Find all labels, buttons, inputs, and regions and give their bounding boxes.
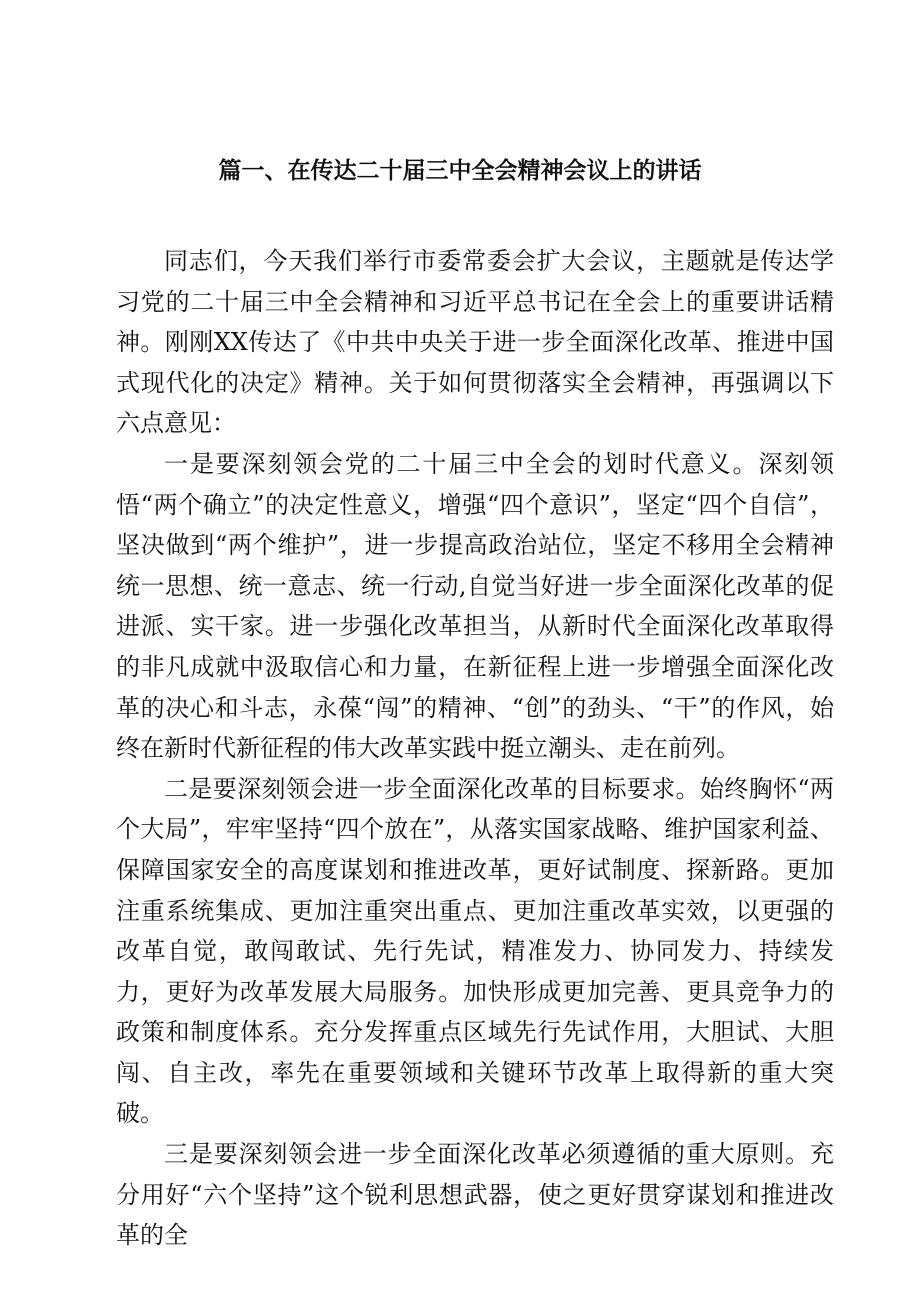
paragraph-point-three: 三是要深刻领会进一步全面深化改革必须遵循的重大原则。充分用好“六个坚持”这个锐利思想武器，使之更好贯穿谋划和推进改革的全 [116, 1140, 834, 1250]
paragraph-intro: 同志们，今天我们举行市委常委会扩大会议，主题就是传达学习党的二十届三中全会精神和习近平总书记在全会上的重要讲话精神。刚刚XX传达了《中共中央关于进一步全面深化改革、推进中国式现代化的决定》精神。关于如何贯彻落实全会精神，再强调以下六点意见： [116, 247, 834, 438]
document-body [116, 241, 834, 1256]
document-title: 篇一、在传达二十届三中全会精神会议上的讲话 [218, 158, 702, 184]
paragraph-point-one: 一是要深刻领会党的二十届三中全会的划时代意义。深刻领悟“两个确立”的决定性意义，增强“四个意识”，坚定“四个自信”，坚决做到“两个维护”，进一步提高政治站位，坚定不移用全会精神统一思想、统一意志、统一行动,自觉当好进一步全面深化改革的促进派、实干家。进一步强化改革担当，从新时代全面深化改革取得的非凡成就中汲取信心和力量，在新征程上进一步增强全面深化改革的决心和斗志，永葆“闯”的精神、“创”的劲头、“干”的作风，始终在新时代新征程的伟大改革实践中挺立潮头、走在前列。 [116, 449, 834, 763]
paragraph-point-two: 二是要深刻领会进一步全面深化改革的目标要求。始终胸怀“两个大局”，牢牢坚持“四个放在”，从落实国家战略、维护国家利益、保障国家安全的高度谋划和推进改革，更好试制度、探新路。更加注重系统集成、更加注重突出重点、更加注重改革实效，以更强的改革自觉，敢闯敢试、先行先试，精准发力、协同发力、持续发力，更好为改革发展大局服务。加快形成更加完善、更具竞争力的政策和制度体系。充分发挥重点区域先行先试作用，大胆试、大胆闯、自主改，率先在重要领域和关键环节改革上取得新的重大突破。 [116, 774, 834, 1128]
